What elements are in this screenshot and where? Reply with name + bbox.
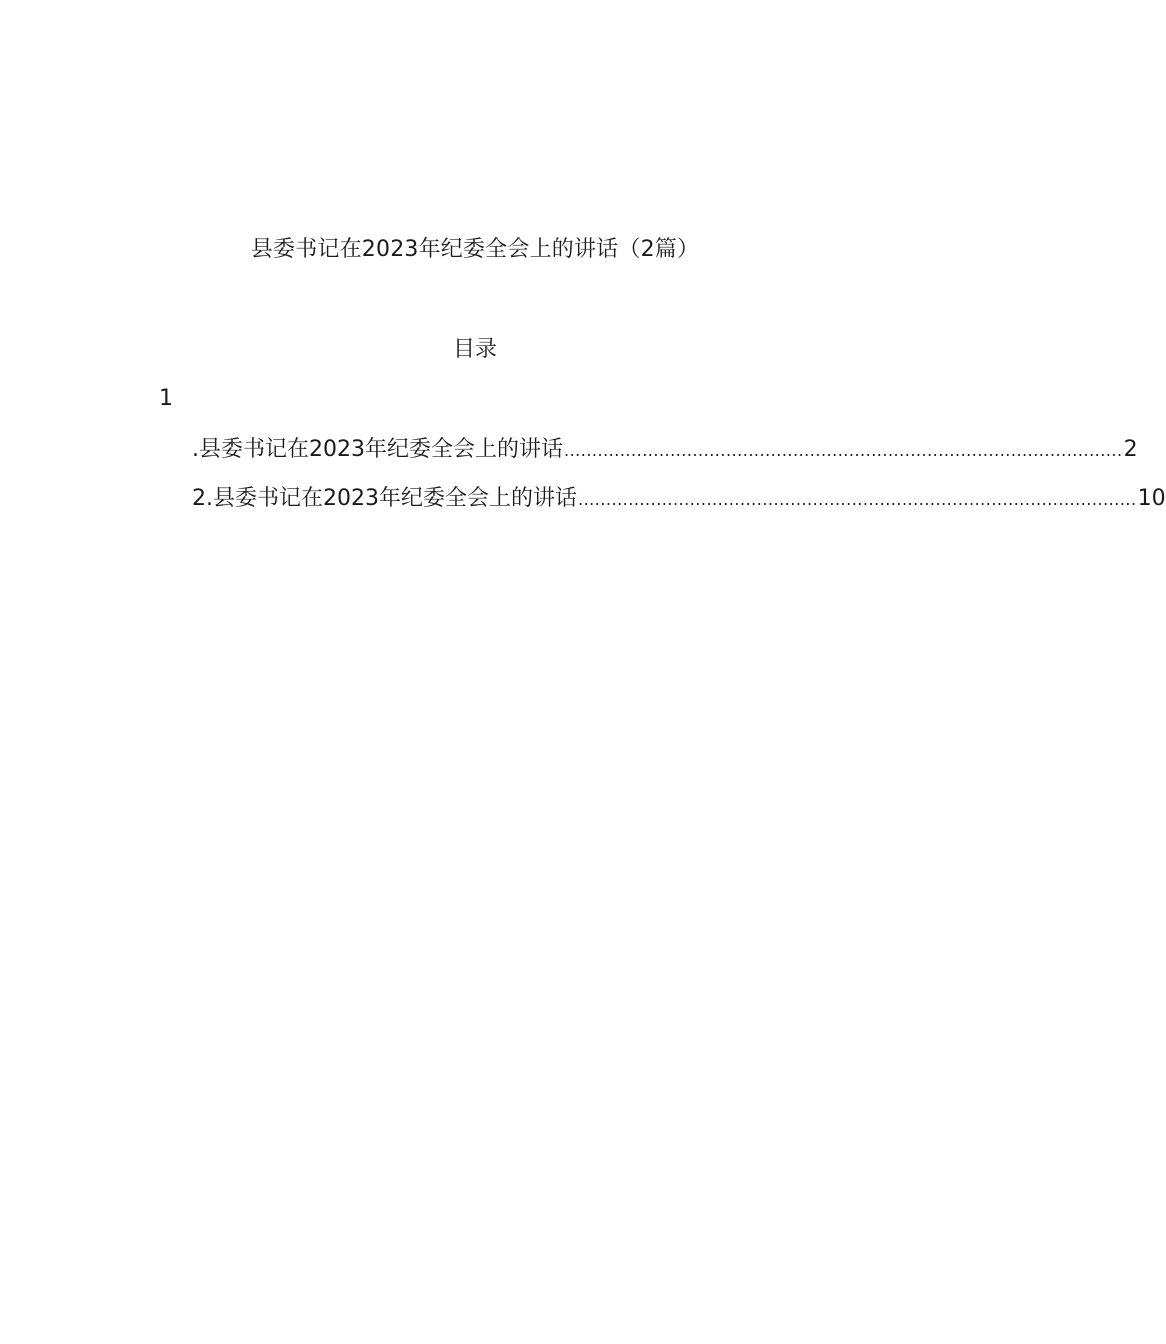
toc-entry-page: 2	[1123, 437, 1138, 462]
toc-stray-number: 1	[159, 386, 173, 411]
toc-entry-text: .县委书记在2023年纪委全会上的讲话	[192, 437, 563, 462]
toc-heading: 目录	[452, 337, 497, 362]
toc-entry[interactable]	[192, 482, 1166, 516]
document-title: 县委书记在2023年纪委全会上的讲话（2篇）	[250, 237, 700, 262]
toc-entry-page: 10	[1137, 486, 1166, 511]
toc-entry[interactable]	[192, 433, 1138, 467]
toc-leader-dots: ....................................................................................................	[563, 441, 1123, 460]
toc-entry-text: 2.县委书记在2023年纪委全会上的讲话	[192, 486, 577, 511]
toc-leader-dots: ....................................................................................................	[577, 490, 1137, 509]
